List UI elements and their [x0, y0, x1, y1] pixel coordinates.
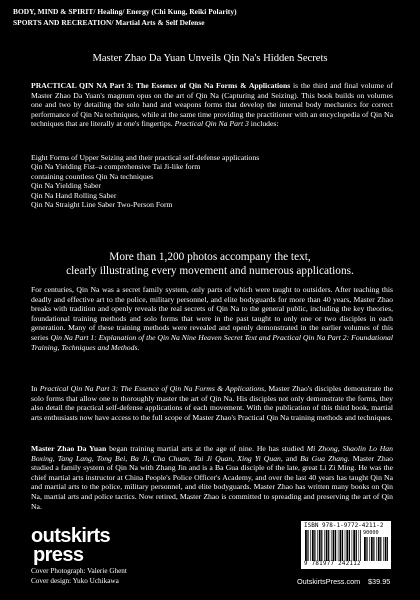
intro-tail: includes:: [248, 119, 279, 129]
barcode-bar: [328, 530, 329, 561]
publisher-website: OutskirtsPress.com: [297, 577, 361, 586]
barcode-bar: [371, 537, 373, 561]
barcode-bar: [331, 530, 332, 561]
price: $39.95: [368, 577, 391, 586]
intro-paragraph: [31, 81, 393, 129]
barcode-bar: [307, 530, 308, 561]
barcode-bar: [380, 537, 381, 561]
author-name: Master Zhao Da Yuan: [31, 444, 107, 453]
barcode-bar: [359, 530, 360, 561]
barcode-bar: [346, 530, 348, 561]
barcode-bar: [385, 537, 387, 561]
category-line-1: BODY, MIND & SPIRIT/ Healing/ Energy (Chi Kung, Reiki Polarity): [13, 7, 237, 16]
volume3-text: Master Zhao's disciples demonstrate the solo forms that allow one to thoroughly master the art of Qin Na. His disciples not only demonstrate the forms, they also detail the practical self-defense applications of each movement. With the publication of this third book, martial arts enthusiasts now have access to the full scope of Master Zhao's Practical Qin Na training methods and techniques.: [31, 384, 394, 422]
history-paragraph: [31, 285, 393, 352]
bio-last-style: Ba Gua Zhang.: [300, 453, 350, 463]
barcode-bar: [353, 530, 355, 561]
category-line-2: SPORTS AND RECREATION/ Martial Arts & Self Defense: [13, 17, 205, 27]
barcode-bar: [310, 530, 311, 561]
ean-digits: 9 781977 242112: [304, 561, 361, 567]
barcode-bar: [324, 530, 325, 561]
design-credit: Cover design: Yuko Uchikawa: [31, 577, 119, 586]
barcode-bar: [356, 530, 357, 561]
cover-credits: [31, 566, 127, 586]
book-title: PRACTICAL QIN NA Part 3: The Essence of Qin Na Forms & Applications: [31, 81, 291, 90]
ean-barcode: [305, 530, 361, 561]
intro-text: is the third and final volume of Master Zhao Da Yuan's magnum opus on the art of Qin Na (Capturing and Seizing). This book builds on volumes one and two by detailing the solo hand and weapons forms that develop the internal body mechanics for correct performance of Qin Na techniques, while at the same time providing the practitioner with an encyclopedia of Qin Na techniques that are literally at one's fingertips.: [31, 81, 393, 129]
publisher-logo: [31, 527, 110, 565]
list-item: Qin Na Yielding Fist–a comprehensive Tai Ji-like form: [31, 162, 201, 172]
barcode-bar: [387, 537, 388, 561]
includes-list: [31, 153, 259, 209]
addon-barcode: [364, 537, 388, 561]
barcode-bar: [338, 530, 339, 561]
addon-number: 90000: [363, 530, 379, 536]
photo-highlight: [0, 251, 420, 279]
list-item: Eight Forms of Upper Seizing and their practical self-defense applications: [31, 153, 260, 162]
category-labels: [13, 7, 237, 28]
barcode-bar: [335, 530, 336, 561]
barcode-bar: [342, 530, 343, 561]
photo-credit: Cover Photograph: Valerie Ghent: [31, 567, 127, 575]
barcode-bar: [366, 537, 367, 561]
highlight-line-2: clearly illustrating every movement and numerous applications.: [66, 264, 354, 277]
bio-and: and: [282, 453, 301, 463]
volume3-lead: In: [31, 384, 40, 393]
history-text: For centuries, Qin Na was a secret family system, only parts of which were taught to outsiders. After teaching this deadly and effective art to the police, military personnel, and elite bodyguards for more than 40 years, Master Zhao breaks with tradition and openly reveals the real secrets of Qin Na to the general public, including the key theories, foundational training methods and solo forms that were in the past taught to only one or two disciples in each generation. Many of these training methods were revealed and openly demonstrated in the earlier volumes of this series: [31, 285, 393, 342]
volume3-paragraph: [31, 384, 393, 422]
history-series-titles: Qin Na Part 1: Explanation of the Qin Na Nine Heaven Secret Text and Practical Qin Na Part 2: Foundational Training, Techniques and Methods.: [31, 332, 393, 352]
barcode-bar: [345, 530, 346, 561]
barcode-bar: [317, 530, 318, 561]
bio-styles: Mi Zhong, Shaolin Lo Han Boxing, Tang Lang, Tong Bei, Ba Ji, Cha Chuan, Tai Ji Quan, Xing Yi Quan,: [31, 444, 393, 463]
isbn-text: ISBN 978-1-9772-4211-2: [304, 522, 384, 529]
bio-text-2: Master Zhao studied a family system of Qin Na with Zhang Jin and is a Ba Gua disciple of the late, great Li Zi Ming. He was the chief martial arts instructor at China People's Police Officer's Academy, and over the last 40 years has taught Qin Na and martial arts to the police, military personnel, and elite bodyguards. Master Zhao has written many books on Qin Na, martial arts and police tactics. Now retired, Master Zhao is committed to spreading and preserving the art of Qin Na.: [31, 453, 393, 511]
barcode-bar: [319, 530, 321, 561]
barcode-bar: [321, 530, 322, 561]
barcode-bar: [364, 537, 366, 561]
barcode-bar: [376, 537, 377, 561]
barcode-bar: [312, 530, 314, 561]
list-item: Qin Na Straight Line Saber Two-Person Form: [31, 200, 173, 210]
author-bio: [31, 444, 393, 511]
highlight-line-1: More than 1,200 photos accompany the text,: [109, 251, 311, 263]
barcode-bar: [383, 537, 384, 561]
barcode-bar: [326, 530, 328, 561]
barcode-bar: [378, 537, 380, 561]
barcode-block: [301, 521, 391, 569]
barcode-bar: [360, 530, 361, 561]
logo-line-2: press: [33, 544, 84, 566]
barcode-bar: [352, 530, 353, 561]
barcode-bar: [333, 530, 335, 561]
list-item: containing countless Qin Na techniques: [31, 171, 154, 181]
barcode-bar: [349, 530, 350, 561]
list-item: Qin Na Yielding Saber: [31, 181, 101, 191]
bio-text-1: began training martial arts at the age of nine. He has studied: [106, 444, 307, 453]
barcode-bar: [314, 530, 315, 561]
logo-line-1: outskirts: [31, 525, 111, 547]
list-item: Qin Na Hand Rolling Saber: [31, 190, 117, 200]
barcode-bar: [369, 537, 370, 561]
intro-book-ref: Practical Qin Na Part 3: [174, 119, 249, 129]
volume3-title: Practical Qin Na Part 3: The Essence of Qin Na Forms & Applications,: [39, 384, 267, 393]
barcode-bar: [305, 530, 307, 561]
barcode-bar: [340, 530, 342, 561]
headline: Master Zhao Da Yuan Unveils Qin Na's Hidden Secrets: [92, 53, 328, 64]
barcode-bar: [373, 537, 374, 561]
